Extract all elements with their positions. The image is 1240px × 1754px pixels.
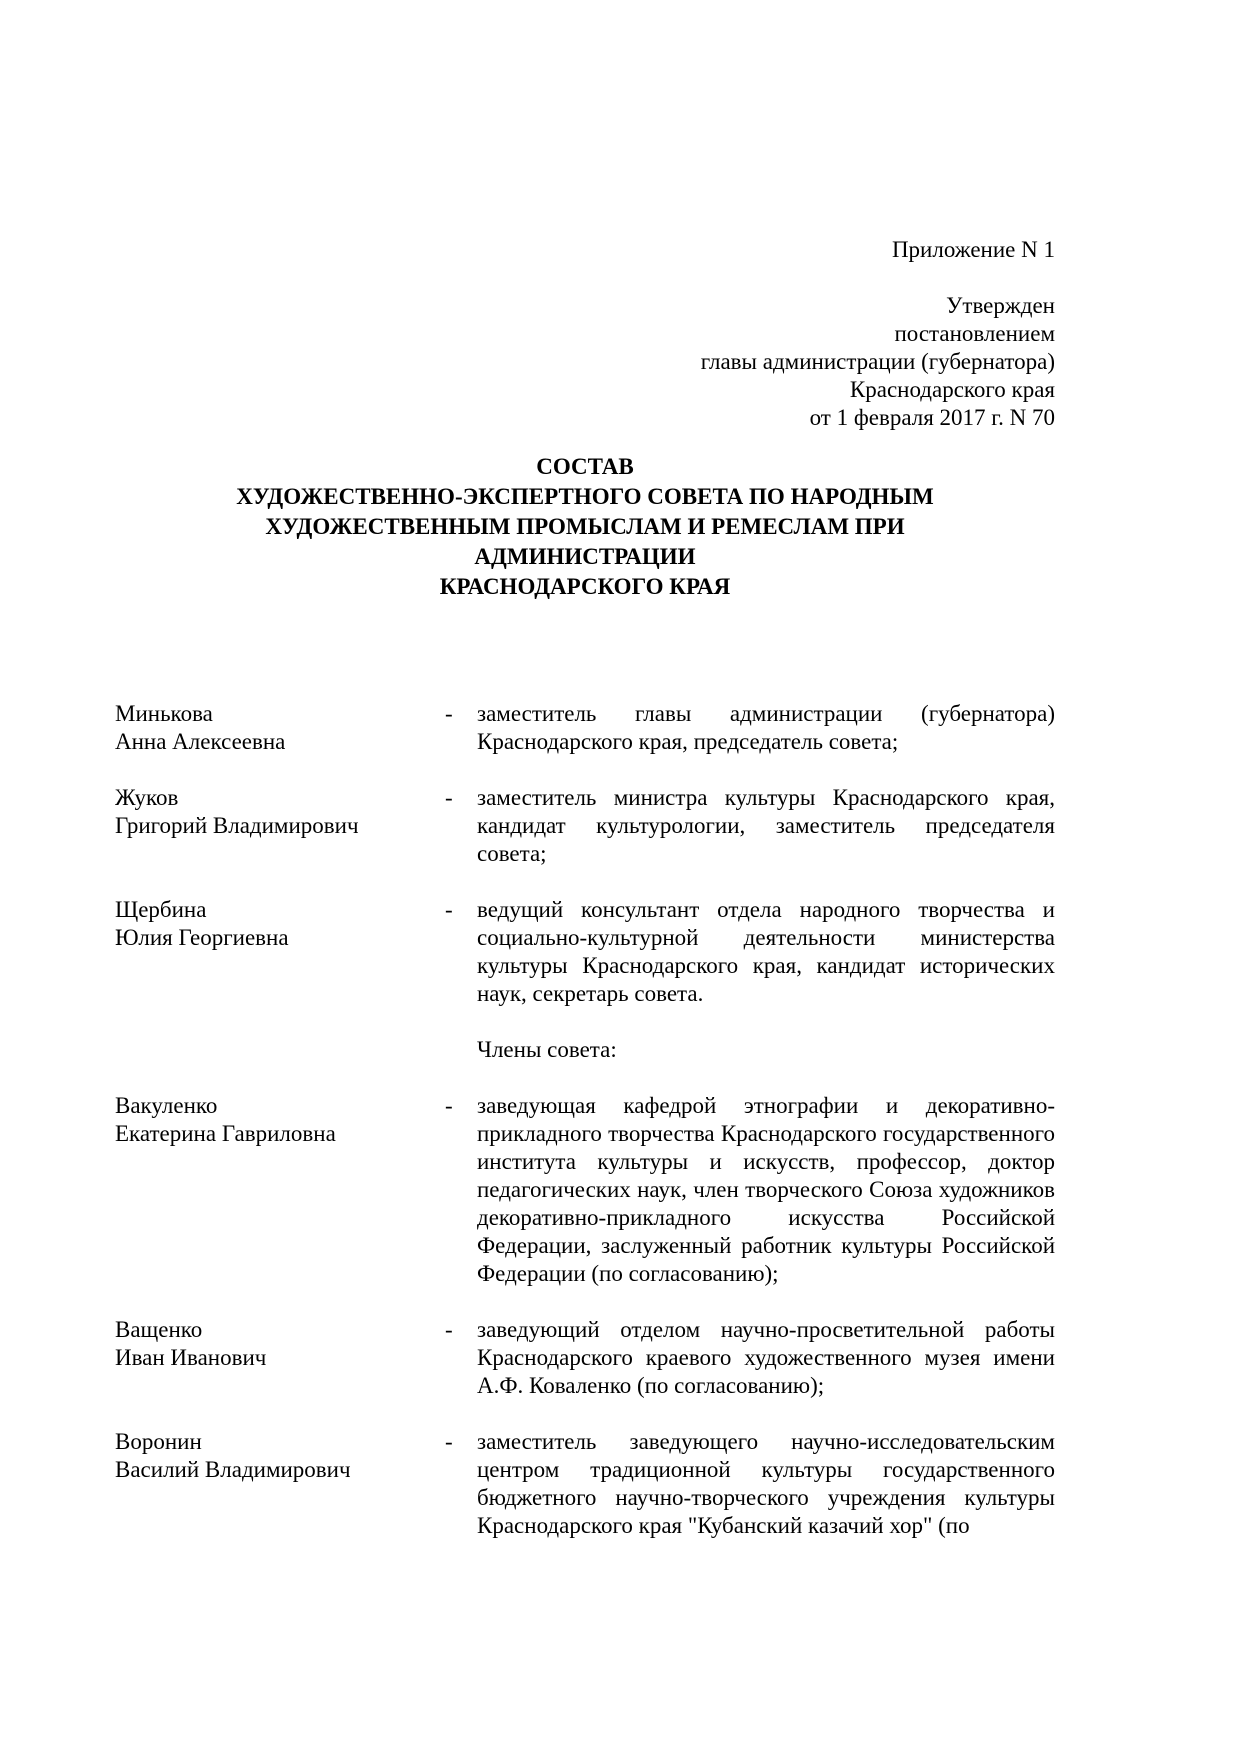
document-title-line: АДМИНИСТРАЦИИ	[474, 544, 696, 569]
document-title-line: ХУДОЖЕСТВЕННО-ЭКСПЕРТНОГО СОВЕТА ПО НАРОДНЫМ	[236, 484, 934, 509]
member-role: заведующий отделом научно-просветительной работы Краснодарского краевого художественного музея имени А.Ф. Коваленко (по согласованию);	[477, 1317, 1055, 1398]
member-name-line: Воронин	[115, 1429, 202, 1454]
member-name-line: Жуков	[115, 785, 179, 810]
approval-line: Утвержден	[946, 293, 1055, 318]
document-title	[115, 452, 1055, 602]
approval-line: от 1 февраля 2017 г. N 70	[809, 405, 1055, 430]
member-role: заместитель министра культуры Краснодарского края, кандидат культурологии, заместитель председателя совета;	[477, 785, 1055, 866]
members-list	[115, 1092, 1055, 1540]
leadership-list	[115, 700, 1055, 1008]
member-name-line: Анна Алексеевна	[115, 729, 286, 754]
member-name-line: Щербина	[115, 897, 207, 922]
document-title-line: СОСТАВ	[536, 454, 634, 479]
approval-line: Краснодарского края	[849, 377, 1055, 402]
council-member-row	[115, 896, 1055, 1008]
member-name	[115, 1092, 445, 1288]
member-name	[115, 784, 445, 868]
council-member-row	[115, 784, 1055, 868]
dash-separator: -	[445, 785, 453, 810]
member-name	[115, 1316, 445, 1400]
member-role: заместитель заведующего научно-исследовательским центром традиционной культуры государственного бюджетного научно-творческого учреждения культуры Краснодарского края "Кубанский казачий хор" (по	[477, 1429, 1055, 1538]
member-name-line: Вакуленко	[115, 1093, 218, 1118]
member-name	[115, 700, 445, 756]
council-member-row	[115, 1316, 1055, 1400]
approval-line: постановлением	[894, 321, 1055, 346]
member-name-line: Минькова	[115, 701, 213, 726]
members-heading: Члены совета:	[477, 1037, 617, 1062]
member-name-line: Григорий Владимирович	[115, 813, 359, 838]
member-name-line: Василий Владимирович	[115, 1457, 351, 1482]
member-role: ведущий консультант отдела народного творчества и социально-культурной деятельности министерства культуры Краснодарского края, кандидат исторических наук, секретарь совета.	[477, 897, 1055, 1006]
approval-block	[115, 236, 1055, 432]
member-role: заместитель главы администрации (губернатора) Краснодарского края, председатель совета;	[477, 701, 1055, 754]
document-title-line: ХУДОЖЕСТВЕННЫМ ПРОМЫСЛАМ И РЕМЕСЛАМ ПРИ	[265, 514, 905, 539]
member-name	[115, 1428, 445, 1540]
member-name	[115, 896, 445, 1008]
member-name-line: Ващенко	[115, 1317, 203, 1342]
member-role: заведующая кафедрой этнографии и декоративно-прикладного творчества Краснодарского государственного института культуры и искусств, профессор, доктор педагогических наук, член творческого Союза художников декоративно-прикладного искусства Российской Федерации, заслуженный работник культуры Российской Федерации (по согласованию);	[477, 1093, 1055, 1286]
dash-separator: -	[445, 1093, 453, 1118]
member-name-line: Екатерина Гавриловна	[115, 1121, 336, 1146]
council-member-row	[115, 1092, 1055, 1288]
council-composition-list	[115, 700, 1055, 1540]
council-member-row	[115, 700, 1055, 756]
dash-separator: -	[445, 701, 453, 726]
member-name-line: Юлия Георгиевна	[115, 925, 289, 950]
approval-line: главы администрации (губернатора)	[700, 349, 1055, 374]
dash-separator: -	[445, 1429, 453, 1454]
dash-separator: -	[445, 897, 453, 922]
appendix-label: Приложение N 1	[891, 237, 1055, 262]
document-title-line: КРАСНОДАРСКОГО КРАЯ	[439, 574, 731, 599]
member-name-line: Иван Иванович	[115, 1345, 267, 1370]
council-member-row	[115, 1428, 1055, 1540]
dash-separator: -	[445, 1317, 453, 1342]
